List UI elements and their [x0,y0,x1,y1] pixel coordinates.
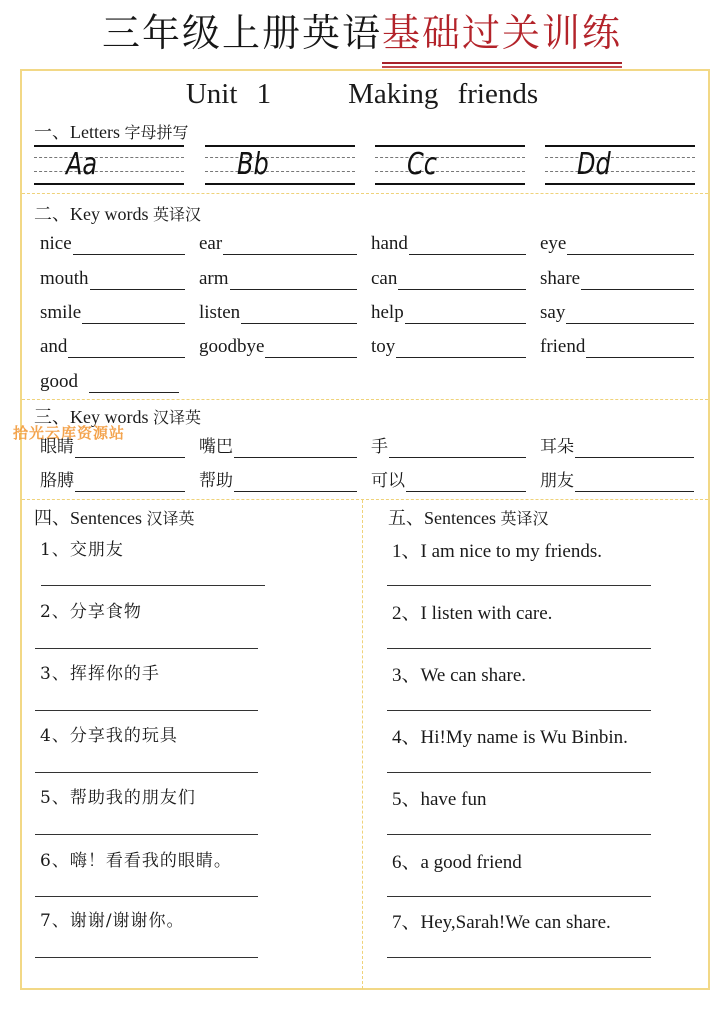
word-label: goodbye [199,336,265,357]
heading-cn: 字母拼写 [124,123,189,142]
word-label: 耳朵 [540,437,574,457]
heading-text: 一、Letters [34,122,125,142]
word-label: 朋友 [540,471,574,491]
letter-writing-line[interactable] [375,145,525,185]
word-item [371,336,526,358]
title-grade-subject: 三年级上册英语 [101,11,382,55]
word-label: share [540,268,581,289]
sentence-prompt: 1、交朋友 [40,540,124,560]
answer-blank[interactable] [73,236,185,255]
word-item [40,233,185,255]
answer-line[interactable] [387,648,651,649]
answer-blank[interactable] [234,439,357,458]
answer-blank[interactable] [90,271,185,290]
word-item [540,233,694,255]
sentence-prompt: 2、分享食物 [40,602,142,622]
worksheet-title [0,8,724,58]
word-item [40,268,185,290]
word-label: 可以 [371,471,405,491]
answer-blank[interactable] [398,271,526,290]
word-label: good [40,371,78,392]
answer-blank[interactable] [82,305,185,324]
answer-blank[interactable] [405,305,526,324]
answer-blank[interactable] [265,339,357,358]
word-item [371,302,526,324]
answer-blank[interactable] [234,473,357,492]
word-item [199,336,357,358]
sentence-prompt: 5、帮助我的朋友们 [40,788,196,808]
sentence-prompt: 6、a good friend [392,852,522,873]
sentence-prompt: 6、嗨！看看我的眼睛。 [40,851,232,871]
word-label: smile [40,302,82,323]
answer-blank[interactable] [389,439,526,458]
sentence-prompt: 7、Hey,Sarah!We can share. [392,912,611,933]
word-label: eye [540,233,567,254]
letter-writing-line[interactable] [205,145,355,185]
answer-blank[interactable] [575,439,694,458]
letter-writing-line[interactable] [34,145,184,185]
answer-line[interactable] [387,772,651,773]
word-item [540,268,694,290]
section-divider [22,399,708,400]
answer-blank[interactable] [396,339,526,358]
answer-blank[interactable] [406,473,526,492]
word-item [371,470,526,492]
answer-line[interactable] [35,834,258,835]
answer-blank[interactable] [89,374,179,393]
heading-text: 三、Key words [34,407,153,427]
letter-sample: Cc [407,147,437,182]
column-divider [362,500,363,989]
word-label: 胳膊 [40,471,74,491]
word-item [40,302,185,324]
answer-line[interactable] [387,585,651,586]
answer-blank[interactable] [581,271,694,290]
word-item [199,268,357,290]
answer-blank[interactable] [567,236,694,255]
word-item [199,302,357,324]
word-item [540,470,694,492]
word-label: help [371,302,404,323]
sentence-prompt: 3、挥挥你的手 [40,664,160,684]
section-divider [22,499,708,500]
sentence-prompt: 1、I am nice to my friends. [392,541,603,562]
heading-cn: 汉译英 [146,509,195,528]
answer-line[interactable] [35,648,258,649]
heading-cn: 英译汉 [153,205,202,224]
word-item [371,268,526,290]
answer-blank[interactable] [241,305,357,324]
word-label: 帮助 [199,471,233,491]
answer-line[interactable] [35,957,258,958]
sentence-prompt: 4、Hi!My name is Wu Binbin. [392,727,628,748]
word-label: say [540,302,566,323]
word-label: can [371,268,398,289]
heading-cn: 汉译英 [153,408,202,427]
word-label: toy [371,336,396,357]
word-label: and [40,336,68,357]
word-item [199,233,357,255]
word-item [40,470,185,492]
word-item [199,436,357,458]
letter-sample: Aa [66,147,98,182]
word-label: listen [199,302,241,323]
answer-line[interactable] [35,772,258,773]
section-cn-en-sentences-heading [34,504,195,530]
answer-line[interactable] [387,834,651,835]
sentence-prompt: 2、I listen with care. [392,603,553,624]
heading-text: 二、Key words [34,204,153,224]
word-item [540,302,694,324]
sentence-prompt: 4、分享我的玩具 [40,726,178,746]
answer-blank[interactable] [586,339,694,358]
word-label: 手 [371,437,388,457]
answer-blank[interactable] [566,305,694,324]
answer-line[interactable] [41,585,265,586]
letter-sample: Bb [237,147,269,182]
word-item [40,371,179,393]
answer-blank[interactable] [75,439,185,458]
heading-text: 四、Sentences [34,508,147,528]
letter-sample: Dd [577,147,611,182]
section-en-cn-words-heading [34,200,201,226]
answer-line[interactable] [35,896,258,897]
word-label: arm [199,268,229,289]
answer-blank[interactable] [68,339,185,358]
answer-blank[interactable] [223,236,357,255]
word-label: hand [371,233,408,254]
word-item [371,436,526,458]
answer-line[interactable] [35,710,258,711]
word-label: mouth [40,268,89,289]
answer-blank[interactable] [230,271,357,290]
word-label: 眼睛 [40,437,74,457]
word-item [40,336,185,358]
answer-blank[interactable] [575,473,694,492]
title-training-label: 基础过关训练 [382,8,622,58]
section-en-cn-sentences-heading [388,504,549,530]
answer-blank[interactable] [75,473,185,492]
word-label: nice [40,233,72,254]
heading-text: 五、Sentences [388,508,501,528]
word-item [40,436,185,458]
word-item [371,233,526,255]
word-label: 嘴巴 [199,437,233,457]
answer-line[interactable] [387,957,651,958]
unit-title: Unit 1 Making friends [185,78,539,110]
word-item [540,336,694,358]
section-divider [22,193,708,194]
watermark: 拾光云库资源站 [13,424,126,442]
sentence-prompt: 7、谢谢/谢谢你。 [40,911,185,931]
word-item [540,436,694,458]
word-label: ear [199,233,223,254]
letter-writing-line[interactable] [545,145,695,185]
section-letters-heading [34,118,189,144]
sentence-prompt: 5、have fun [392,789,487,810]
heading-cn: 英译汉 [500,509,549,528]
answer-blank[interactable] [409,236,526,255]
answer-line[interactable] [387,896,651,897]
sentence-prompt: 3、We can share. [392,665,527,686]
word-item [199,470,357,492]
answer-line[interactable] [387,710,651,711]
word-label: friend [540,336,586,357]
